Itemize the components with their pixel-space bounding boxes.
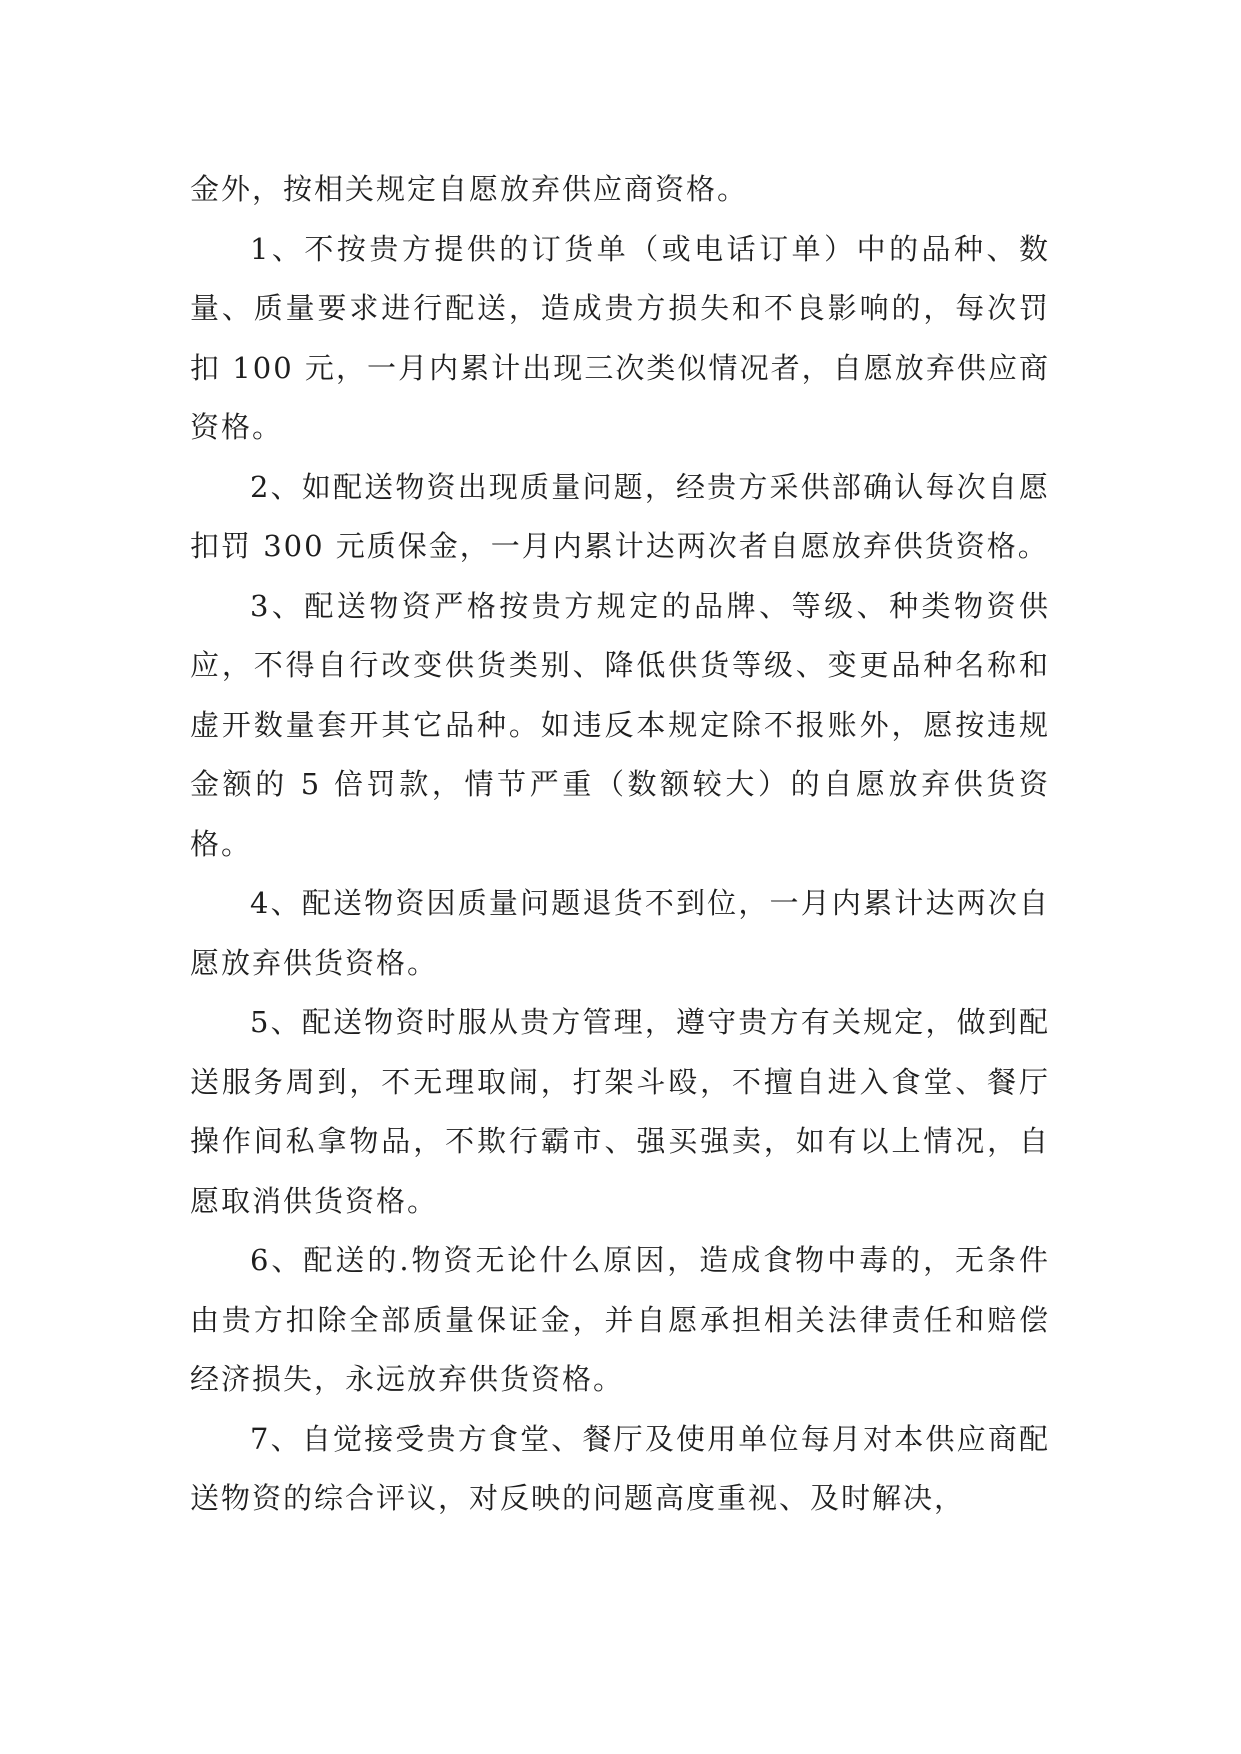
document-body	[190, 160, 1050, 1529]
paragraph-clause-5: 5、配送物资时服从贵方管理，遵守贵方有关规定，做到配送服务周到，不无理取闹，打架斗殴，不擅自进入食堂、餐厅操作间私拿物品，不欺行霸市、强买强卖，如有以上情况，自愿取消供货资格。	[190, 1005, 1050, 1218]
paragraph-clause-3: 3、配送物资严格按贵方规定的品牌、等级、种类物资供应，不得自行改变供货类别、降低供货等级、变更品种名称和虚开数量套开其它品种。如违反本规定除不报账外，愿按违规金额的 5 倍罚款，情节严重（数额较大）的自愿放弃供货资格。	[190, 588, 1050, 861]
paragraph-continuation: 金外，按相关规定自愿放弃供应商资格。	[190, 172, 749, 206]
paragraph-clause-6: 6、配送的.物资无论什么原因，造成食物中毒的，无条件由贵方扣除全部质量保证金，并自愿承担相关法律责任和赔偿经济损失，永远放弃供货资格。	[190, 1243, 1050, 1396]
paragraph-clause-2: 2、如配送物资出现质量问题，经贵方采供部确认每次自愿扣罚 300 元质保金，一月内累计达两次者自愿放弃供货资格。	[190, 469, 1050, 563]
paragraph-clause-1: 1、不按贵方提供的订货单（或电话订单）中的品种、数量、质量要求进行配送，造成贵方损失和不良影响的，每次罚扣 100 元，一月内累计出现三次类似情况者，自愿放弃供应商资格。	[190, 231, 1050, 444]
paragraph-clause-4: 4、配送物资因质量问题退货不到位，一月内累计达两次自愿放弃供货资格。	[190, 886, 1050, 980]
paragraph-clause-7: 7、自觉接受贵方食堂、餐厅及使用单位每月对本供应商配送物资的综合评议，对反映的问题高度重视、及时解决，	[190, 1421, 1050, 1515]
